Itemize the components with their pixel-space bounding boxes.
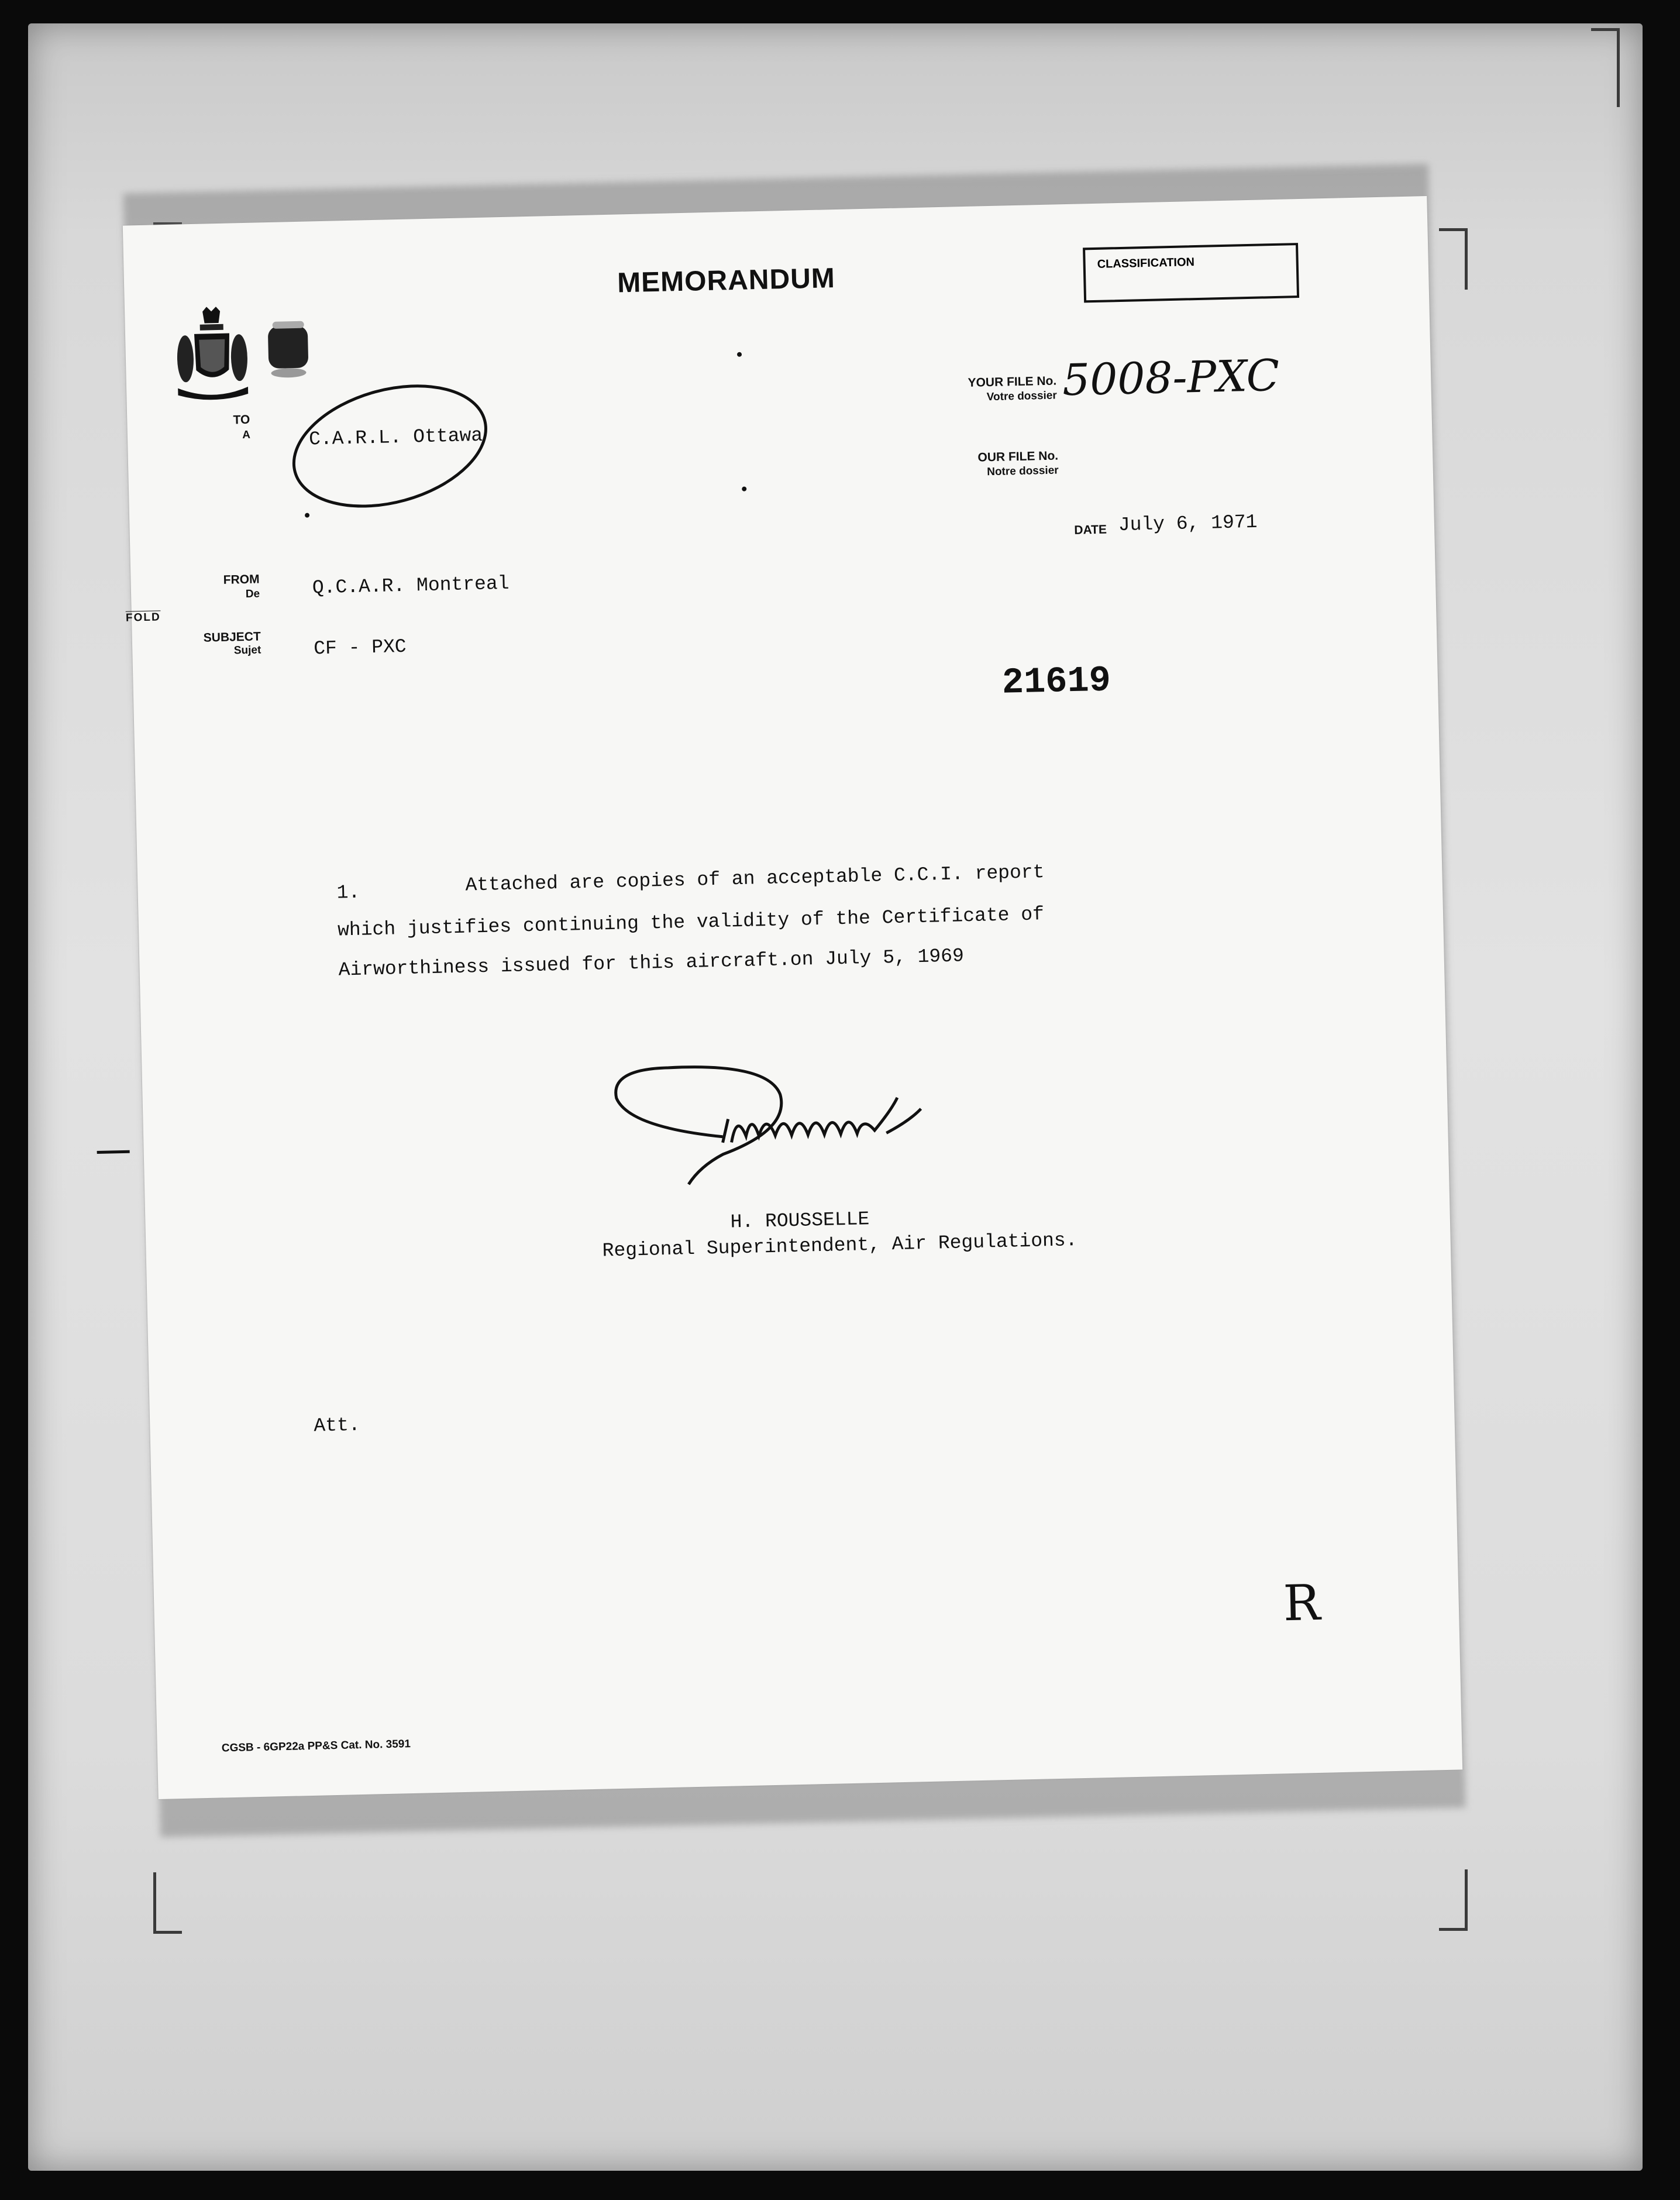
body-line-2: which justifies continuing the validity of the Certificate of <box>337 903 1045 941</box>
to-label: TO <box>233 412 250 427</box>
memo-paper <box>123 196 1462 1799</box>
your-file-label-fr: Votre dossier <box>986 389 1058 404</box>
subject-value: CF - PXC <box>313 635 407 660</box>
crop-mark-bottom-right <box>1439 1869 1468 1931</box>
from-label-fr: De <box>245 587 260 601</box>
date-label: DATE <box>1074 522 1107 537</box>
punch-dot <box>737 352 742 357</box>
our-file-label: OUR FILE No. <box>977 449 1059 465</box>
punch-dot <box>305 513 309 518</box>
crop-mark-top-right <box>1439 228 1468 290</box>
from-label: FROM <box>223 572 260 587</box>
memo-title: MEMORANDUM <box>617 263 836 299</box>
subject-label-fr: Sujet <box>233 644 261 657</box>
from-value: Q.C.A.R. Montreal <box>312 572 509 599</box>
crop-mark-bottom-left <box>153 1872 182 1934</box>
ink-smudge-icon <box>264 319 312 379</box>
attachment-label: Att. <box>313 1414 361 1437</box>
classification-label: CLASSIFICATION <box>1097 256 1195 271</box>
body-line-3: Airworthiness issued for this aircraft.on July 5, 1969 <box>338 945 965 981</box>
stamp-number: 21619 <box>1001 659 1111 704</box>
to-label-fr: A <box>242 428 251 442</box>
your-file-label: YOUR FILE No. <box>968 374 1057 390</box>
margin-mark: R <box>1282 1573 1321 1632</box>
crop-mark-corner <box>1591 28 1620 107</box>
our-file-label-fr: Notre dossier <box>986 464 1059 479</box>
signer-title: Regional Superintendent, Air Regulations. <box>602 1229 1077 1262</box>
paragraph-number: 1. <box>336 881 360 904</box>
subject-label: SUBJECT <box>203 630 261 645</box>
form-number: CGSB - 6GP22a PP&S Cat. No. 3591 <box>221 1738 411 1755</box>
coat-of-arms-icon <box>176 305 249 406</box>
to-value: C.A.R.L. Ottawa <box>308 424 483 451</box>
punch-dot <box>742 487 746 491</box>
fold-mark: FOLD <box>125 611 161 624</box>
classification-box <box>1083 243 1299 302</box>
body-line-1: Attached are copies of an acceptable C.C.I. report <box>465 861 1045 896</box>
handwritten-circle-icon <box>283 376 497 515</box>
date-value: July 6, 1971 <box>1118 511 1258 537</box>
your-file-value: 5008-PXC <box>1062 350 1280 406</box>
signature-icon <box>604 1049 1005 1209</box>
signer-name: H. ROUSSELLE <box>730 1208 870 1233</box>
